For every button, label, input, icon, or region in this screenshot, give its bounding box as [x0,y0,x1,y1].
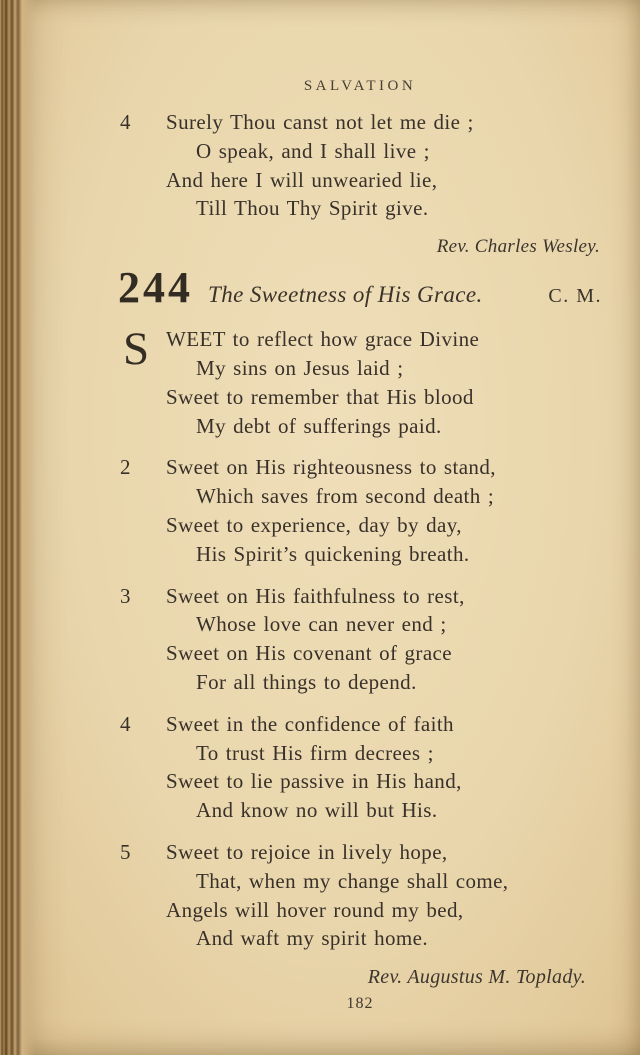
hymn-line: His Spirit’s quickening breath. [196,541,470,566]
hymn-number: 244 [118,263,193,313]
stanza-5 [118,838,602,953]
hymn-line: That, when my change shall come, [196,868,509,893]
hymn-line: For all things to depend. [196,669,417,694]
drop-cap: S [123,323,150,376]
hymn-line: Sweet to remember that His blood [166,384,474,409]
hymn-line: Sweet to lie passive in His hand, [166,769,462,794]
page-number: 182 [346,995,374,1013]
hymn-line: Sweet to rejoice in lively hope, [166,839,448,864]
stanza-number: 3 [120,583,131,608]
stanza-number: 5 [120,839,131,864]
attribution-wesley: Rev. Charles Wesley. [436,236,600,258]
stanza-2 [118,453,602,568]
hymn-heading [118,263,602,313]
hymn-line: And here I will unwearied lie, [166,167,438,192]
stanza-number: 2 [120,455,131,480]
hymn-line: Surely Thou canst not let me die ; [166,110,474,134]
stanza-3 [118,582,602,697]
hymn-line: Which saves from second death ; [196,484,495,509]
hymn-line: My sins on Jesus laid ; [196,355,404,380]
hymn-line: My debt of sufferings paid. [196,413,442,438]
hymn-line: O speak, and I shall live ; [196,138,430,163]
hymn-line: Sweet on His faithfulness to rest, [166,583,465,608]
hymn-line: Till Thou Thy Spirit give. [196,196,429,221]
hymn-line: And know no will but His. [196,798,438,823]
attribution-toplady: Rev. Augustus M. Toplady. [367,966,586,989]
hymn-line: Sweet on His covenant of grace [166,641,452,666]
hymn-title: The Sweetness of His Grace. [208,282,483,308]
hymn-line: To trust His firm decrees ; [196,740,434,765]
stanza-number: 4 [120,711,131,736]
stanza-4 [118,710,602,825]
hymn-line: Sweet in the confidence of faith [166,711,454,736]
hymn-meter: C. M. [548,285,602,308]
stanza-1 [118,325,602,440]
hymn-line: Whose love can never end ; [196,612,447,637]
hymn-line: Angels will hover round my bed, [166,897,464,922]
stanza-number: 4 [120,110,131,134]
hymn-line: Sweet to experience, day by day, [166,512,462,537]
stanza-previous-hymn-4 [118,108,602,223]
hymn-line: WEET to reflect how grace Divine [166,327,480,352]
hymn-line: And waft my spirit home. [196,926,428,951]
section-header: SALVATION [303,78,417,94]
hymn-line: Sweet on His righteousness to stand, [166,455,496,480]
